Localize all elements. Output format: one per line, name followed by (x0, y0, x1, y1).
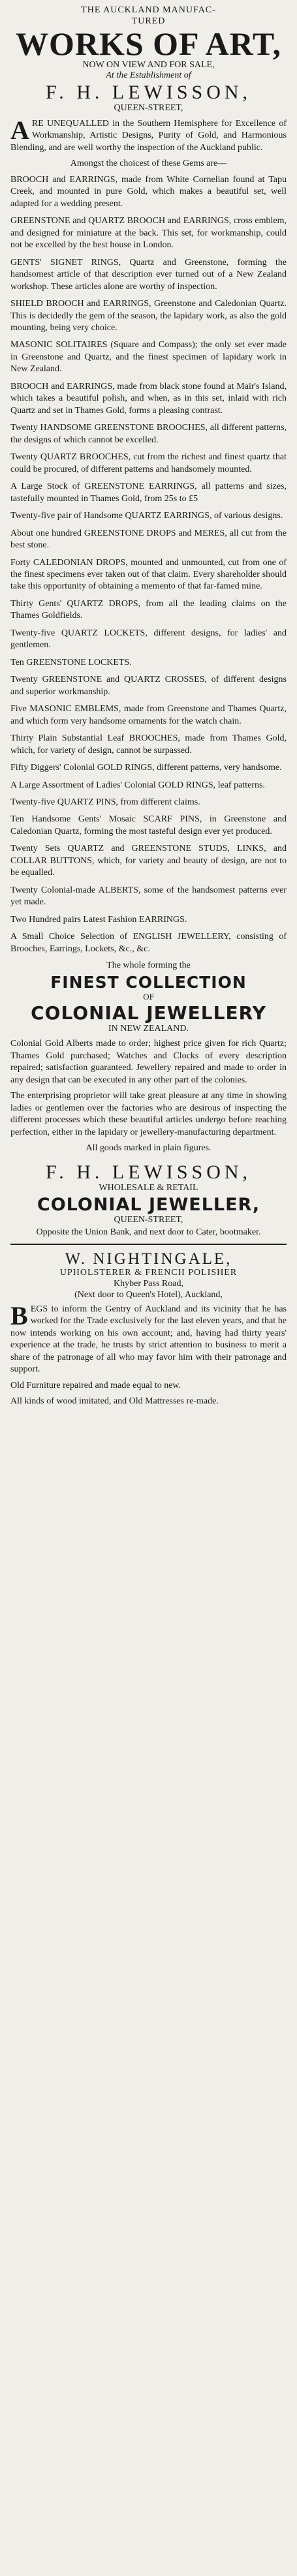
list-item: GREENSTONE and QUARTZ BROOCH and EARRINGS, cross emblem, and designed for miniature at the back. This set, for workmanship, could not be excelled by the best house in London. (10, 216, 287, 251)
divider (10, 1244, 287, 1245)
list-item: Twenty-five pair of Handsome QUARTZ EARRINGS, of various designs. (10, 511, 283, 521)
list-item: A Small Choice Selection of ENGLISH JEWELLERY, consisting of Brooches, Earrings, Lockets, &c., &c. (10, 932, 287, 954)
nightingale-body (10, 1300, 287, 1376)
list-item: Ten GREENSTONE LOCKETS. (10, 657, 132, 667)
enterprising-paragraph: The enterprising proprietor will take great pleasure at any time in showing ladies or gentlemen over the factories who are desirous of inspecting the different processes which these beautiful articles undergo before reaching perfection, either in the lapidary or jewellery-manufacturing department. (10, 1091, 287, 1137)
nightingale-address-note: (Next door to Queen's Hotel), Auckland, (74, 1290, 223, 1300)
colonial-jewellery: COLONIAL JEWELLERY (31, 1002, 266, 1024)
dropcap-a: A (10, 115, 29, 145)
nightingale-trade: UPHOLSTERER & FRENCH POLISHER (59, 1268, 238, 1278)
list-item: Twenty-five QUARTZ PINS, from different claims. (10, 797, 200, 808)
list-item: BROOCH and EARRINGS, made from White Cornelian found at Tapu Creek, and mounted in pure Gold, which makes a beautiful set, well adapted for a wedding present. (10, 174, 287, 209)
of-word: OF (143, 991, 154, 1002)
list-item: Twenty HANDSOME GREENSTONE BROOCHES, all different patterns, the designs of which cannot be excelled. (10, 423, 287, 445)
amongst-line: Amongst the choicest of these Gems are— (70, 159, 227, 169)
headline-works-of-art: WORKS OF ART, (15, 25, 282, 62)
list-item: SHIELD BROOCH and EARRINGS, Greenstone and Caledonian Quartz. This is decidedly the gem of the season, the lapidary work, as also the gold mounting, being very choice. (10, 299, 287, 333)
signature-wholesale: WHOLESALE & RETAIL (99, 1182, 198, 1193)
list-item: About one hundred GREENSTONE DROPS and MERES, all cut from the best stone. (10, 528, 287, 551)
proprietor-street: QUEEN-STREET, (114, 103, 183, 114)
list-item: Five MASONIC EMBLEMS, made from Greenstone and Thames Quartz, and which form very handsome ornaments for the watch chain. (10, 704, 287, 726)
list-item: Twenty QUARTZ BROOCHES, cut from the richest and finest quartz that could be procured, of different patterns and handsomely mounted. (10, 452, 287, 474)
intro-line-2: TURED (131, 16, 166, 26)
signature-name: F. H. LEWISSON, (45, 1161, 252, 1183)
nightingale-address: Khyber Pass Road, (114, 1279, 183, 1289)
signature-trade: COLONIAL JEWELLER, (37, 1195, 260, 1216)
gold-paragraph: Colonial Gold Alberts made to order; highest price given for rich Quartz; Thames Gold purchased; Watches and Clocks of every description repaired; satisfaction guaranteed. Jewellery repaired and made to order in any design that can be executed in any other part of the colonies. (10, 1039, 287, 1085)
all-goods-line: All goods marked in plain figures. (86, 1143, 211, 1154)
nightingale-advertisement (10, 1250, 287, 1408)
at-establishment: At the Establishment of (106, 70, 191, 81)
list-item: Two Hundred pairs Latest Fashion EARRINGS. (10, 914, 187, 925)
signature-street: QUEEN-STREET, (114, 1215, 183, 1225)
list-item: BROOCH and EARRINGS, made from black stone found at Mair's Island, which takes a beautiful polish, and when, as in this set, inlaid with rich Quartz and set in Thames Gold, forms a pleasing contrast. (10, 381, 287, 416)
list-item: Twenty GREENSTONE and QUARTZ CROSSES, of different designs and superior workmanship. (10, 675, 287, 697)
list-item: A Large Stock of GREENSTONE EARRINGS, all patterns and sizes, tastefully mounted in Thames Gold, from 25s to £5 (10, 482, 287, 504)
list-item: Twenty-five QUARTZ LOCKETS, different designs, for ladies' and gentlemen. (10, 628, 287, 651)
lewisson-advertisement (10, 5, 287, 1238)
list-item: GENTS' SIGNET RINGS, Quartz and Greenstone, forming the handsomest article of that description ever turned out of a New Zealand workshop. These articles alone are worthy of inspection. (10, 257, 287, 292)
list-item: Ten Handsome Gents' Mosaic SCARF PINS, in Greenstone and Caledonian Quartz, forming the most tasteful design ever yet produced. (10, 814, 287, 836)
item-list (10, 174, 287, 955)
intro-line-1: THE AUCKLAND MANUFAC- (81, 5, 216, 15)
list-item: Thirty Gents' QUARTZ DROPS, from all the leading claims on the Thames Goldfields. (10, 598, 287, 621)
dropcap-b: B (10, 1300, 28, 1330)
list-item: MASONIC SOLITAIRES (Square and Compass); the only set ever made in Greenstone and Quartz, and the finest specimen of lapidary work in New Zealand. (10, 340, 287, 375)
nightingale-body-text: EGS to inform the Gentry of Auckland and its vicinity that he has worked for the Trade exclusively for the last eleven years, and that he now intends working on his own account; and, having had thirty years' experience at the trade, he trusts by strict attention to business to merit a share of the patronage of all who may favor him with their patronage and support. (10, 1304, 287, 1375)
in-new-zealand: IN NEW ZEALAND. (108, 1023, 189, 1034)
old-furniture-line: Old Furniture repaired and made equal to new. (10, 1380, 181, 1390)
proprietor-name: F. H. LEWISSON, (45, 82, 252, 104)
list-item: Thirty Plain Substantial Leaf BROOCHES, made from Thames Gold, which, for variety of design, cannot be surpassed. (10, 733, 287, 756)
list-item: A Large Assortment of Ladies' Colonial GOLD RINGS, leaf patterns. (10, 780, 265, 790)
nightingale-name: W. NIGHTINGALE, (65, 1250, 232, 1268)
intro-paragraph (10, 115, 287, 154)
list-item: Twenty Sets QUARTZ and GREENSTONE STUDS, LINKS, and COLLAR BUTTONS, which, for variety and beauty of design, are not to be equalled. (10, 844, 287, 878)
now-on-view: NOW ON VIEW AND FOR SALE, (82, 59, 215, 70)
intro-paragraph-text: RE UNEQUALLED in the Southern Hemisphere for Excellence of Workmanship, Artistic Designs, Purity of Gold, and Harmonious Blending, and are well worthy the inspection of the Auckland public. (10, 118, 287, 153)
whole-forming: The whole forming the (106, 960, 191, 971)
list-item: Fifty Diggers' Colonial GOLD RINGS, different patterns, very handsome. (10, 763, 282, 773)
all-kinds-line: All kinds of wood imitated, and Old Mattresses re-made. (10, 1396, 219, 1407)
signature-opposite: Opposite the Union Bank, and next door to Cater, bootmaker. (36, 1227, 261, 1238)
finest-collection: FINEST COLLECTION (50, 972, 247, 992)
list-item: Twenty Colonial-made ALBERTS, some of the handsomest patterns ever yet made. (10, 885, 287, 908)
list-item: Forty CALEDONIAN DROPS, mounted and unmounted, cut from one of the finest specimens ever taken out of that claim. Every shareholder should take this opportunity of obtaining a memento of that far-famed mine. (10, 557, 287, 592)
